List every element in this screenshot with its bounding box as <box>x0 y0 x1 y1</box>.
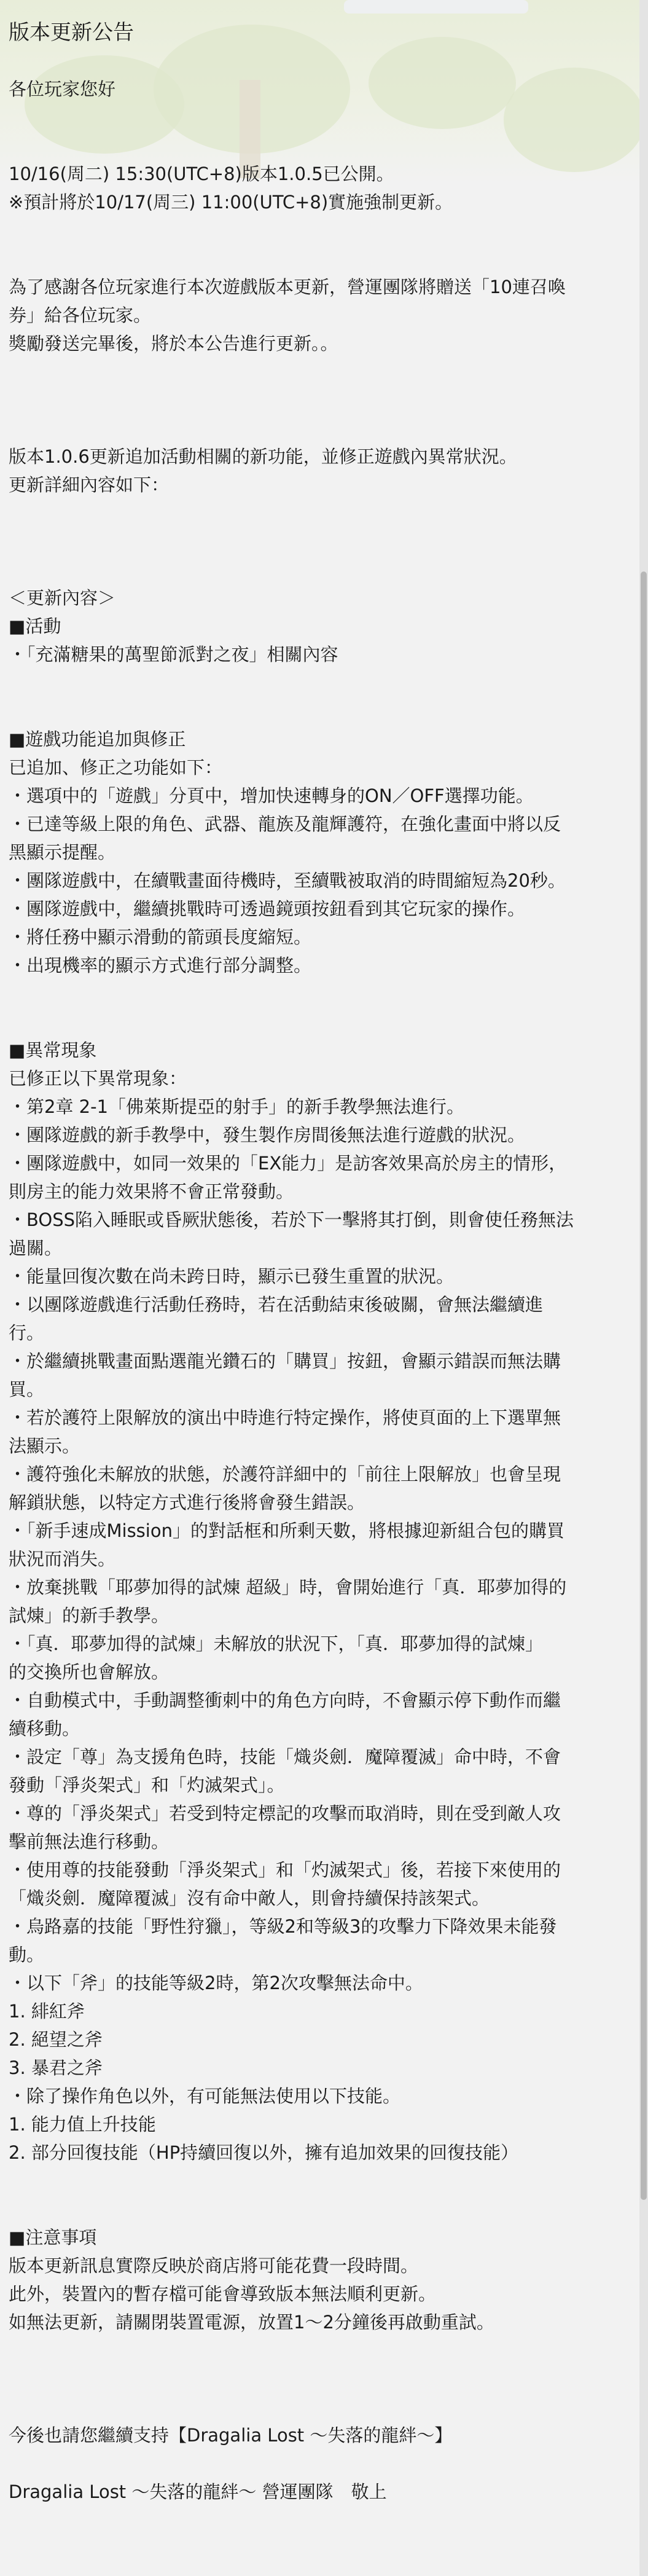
intro-line: 版本1.0.6更新追加活動相關的新功能，並修正遊戲內異常狀況。 <box>9 446 517 467</box>
notes-heading: ■注意事項 <box>9 2227 97 2248</box>
features-list <box>9 753 620 980</box>
issue-item: 2. 絕望之斧 <box>9 2029 103 2050</box>
issues-list <box>9 1064 620 2167</box>
reward-line: 為了感謝各位玩家進行本次遊戲版本更新，營運團隊將贈送「10連召喚 <box>9 277 566 297</box>
release-line: 10/16(周二) 15:30(UTC+8)版本1.0.5已公開。 <box>9 163 394 184</box>
issue-item: 發動「淨炎架式」和「灼滅架式」。 <box>9 1775 285 1796</box>
note-item: 版本更新訊息實際反映於商店將可能花費一段時間。 <box>9 2255 419 2276</box>
features-item: ・已達等級上限的角色、武器、龍族及龍輝護符，在強化畫面中將以反 <box>9 814 561 834</box>
issue-item: 過關。 <box>9 1238 63 1259</box>
issue-item: 試煉」的新手教學。 <box>9 1605 170 1626</box>
issue-item: ・以下「斧」的技能等級2時，第2次攻擊無法命中。 <box>9 1973 423 1993</box>
event-section <box>9 612 620 669</box>
issues-section <box>9 1036 620 2167</box>
note-item: 如無法更新，請關閉裝置電源，放置1～2分鐘後再啟動重試。 <box>9 2312 494 2333</box>
issue-item: 行。 <box>9 1322 45 1343</box>
release-info <box>9 160 620 216</box>
features-item: 黑顯示提醒。 <box>9 842 116 863</box>
issue-item: ・護符強化未解放的狀態，於護符詳細中的「前往上限解放」也會呈現 <box>9 1464 561 1485</box>
features-item: ・出現機率的顯示方式進行部分調整。 <box>9 955 312 976</box>
features-section <box>9 725 620 980</box>
notes-list <box>9 2252 620 2336</box>
features-item: ・團隊遊戲中，在續戰畫面待機時，至續戰被取消的時間縮短為20秒。 <box>9 870 566 891</box>
issue-item: 動。 <box>9 1944 45 1965</box>
greeting <box>9 75 620 103</box>
issue-item: 2. 部分回復技能（HP持續回復以外，擁有追加效果的回復技能） <box>9 2142 519 2163</box>
issue-item: 狀況而消失。 <box>9 1549 116 1569</box>
issue-item: ・尊的「淨炎架式」若受到特定標記的攻擊而取消時，則在受到敵人攻 <box>9 1803 561 1824</box>
reward-line: 獎勵發送完畢後，將於本公告進行更新。。 <box>9 333 338 354</box>
update-intro <box>9 442 620 499</box>
issue-item: ・除了操作角色以外，有可能無法使用以下技能。 <box>9 2086 401 2107</box>
issue-item: ・BOSS陷入睡眠或昏厥狀態後，若於下一擊將其打倒，則會使任務無法 <box>9 1209 574 1230</box>
issue-item: 則房主的能力效果將不會正常發動。 <box>9 1181 294 1202</box>
scrollbar-thumb[interactable] <box>641 571 647 2200</box>
issue-item: 1. 緋紅斧 <box>9 2001 85 2022</box>
issue-item: 的交換所也會解放。 <box>9 1662 170 1683</box>
issue-item: ・使用尊的技能發動「淨炎架式」和「灼滅架式」後，若接下來使用的 <box>9 1859 561 1880</box>
issue-item: 1. 能力值上升技能 <box>9 2114 156 2135</box>
issue-item: ・自動模式中，手動調整衝刺中的角色方向時，不會顯示停下動作而繼 <box>9 1690 561 1711</box>
issue-item: ・烏路嘉的技能「野性狩獵」，等級2和等級3的攻擊力下降效果未能發 <box>9 1916 557 1937</box>
signature-line: Dragalia Lost 〜失落的龍絆〜 營運團隊 敬上 <box>9 2481 387 2502</box>
issue-item: ・團隊遊戲的新手教學中，發生製作房間後無法進行遊戲的狀況。 <box>9 1125 526 1145</box>
issue-item: ・設定「尊」為支援角色時，技能「熾炎劍．魔障覆滅」命中時，不會 <box>9 1746 561 1767</box>
issue-item: 解鎖狀態，以特定方式進行後將會發生錯誤。 <box>9 1492 365 1513</box>
intro-line: 更新詳細內容如下： <box>9 474 170 495</box>
features-item: ・團隊遊戲中，繼續挑戰時可透過鏡頭按鈕看到其它玩家的操作。 <box>9 898 526 919</box>
issue-item: 已修正以下異常現象： <box>9 1068 187 1089</box>
issue-item: ・放棄挑戰「耶夢加得的試煉 超級」時，會開始進行「真．耶夢加得的 <box>9 1577 567 1598</box>
reward-info <box>9 273 620 358</box>
issue-item: ・於繼續挑戰畫面點選龍光鑽石的「購買」按鈕，會顯示錯誤而無法購 <box>9 1351 561 1372</box>
issue-item: ・第2章 2-1「佛萊斯提亞的射手」的新手教學無法進行。 <box>9 1096 465 1117</box>
issue-item: 「熾炎劍．魔障覆滅」沒有命中敵人，則會持續保持該架式。 <box>9 1888 490 1909</box>
features-item: 已追加、修正之功能如下： <box>9 757 223 778</box>
page-scrollbar[interactable] <box>639 0 648 2576</box>
features-heading: ■遊戲功能追加與修正 <box>9 729 186 750</box>
closing-message <box>9 2421 620 2449</box>
issues-heading: ■異常現象 <box>9 1040 97 1061</box>
issue-item: 擊前無法進行移動。 <box>9 1831 170 1852</box>
greeting-line: 各位玩家您好 <box>9 79 116 100</box>
announcement-title: 版本更新公告 <box>9 20 134 45</box>
issue-item: 買。 <box>9 1379 45 1400</box>
signature <box>9 2478 620 2506</box>
event-heading: ■活動 <box>9 616 61 637</box>
issue-item: 法顯示。 <box>9 1435 80 1456</box>
issue-item: 續移動。 <box>9 1718 80 1739</box>
note-item: 此外，裝置內的暫存檔可能會導致版本無法順利更新。 <box>9 2283 437 2304</box>
issue-item: 3. 暴君之斧 <box>9 2057 103 2078</box>
event-list <box>9 640 620 669</box>
features-item: ・將任務中顯示滑動的箭頭長度縮短。 <box>9 927 312 948</box>
issue-item: ・能量回復次數在尚未跨日時，顯示已發生重置的狀況。 <box>9 1266 455 1287</box>
update-content-heading: ＜更新內容＞ <box>9 587 116 608</box>
issue-item: ・團隊遊戲中，如同一效果的「EX能力」是訪客效果高於房主的情形， <box>9 1153 567 1174</box>
forced-update-line: ※預計將於10/17(周三) 11:00(UTC+8)實施強制更新。 <box>9 192 453 213</box>
issue-item: ・以團隊遊戲進行活動任務時，若在活動結束後破關，會無法繼續進 <box>9 1294 544 1315</box>
reward-line: 券」給各位玩家。 <box>9 305 152 326</box>
notes-section <box>9 2223 620 2336</box>
issue-item: ・若於護符上限解放的演出中時進行特定操作，將使頁面的上下選單無 <box>9 1407 561 1428</box>
event-item: ・「充滿糖果的萬聖節派對之夜」相關內容 <box>9 644 338 665</box>
issue-item: ・「新手速成Mission」的對話框和所剩天數，將根據迎新組合包的購買 <box>9 1520 564 1541</box>
issue-item: ・「真．耶夢加得的試煉」未解放的狀況下，「真．耶夢加得的試煉」 <box>9 1633 544 1654</box>
closing-line: 今後也請您繼續支持【Dragalia Lost 〜失落的龍絆〜】 <box>9 2425 453 2446</box>
features-item: ・選項中的「遊戲」分頁中，增加快速轉身的ON／OFF選擇功能。 <box>9 785 534 806</box>
